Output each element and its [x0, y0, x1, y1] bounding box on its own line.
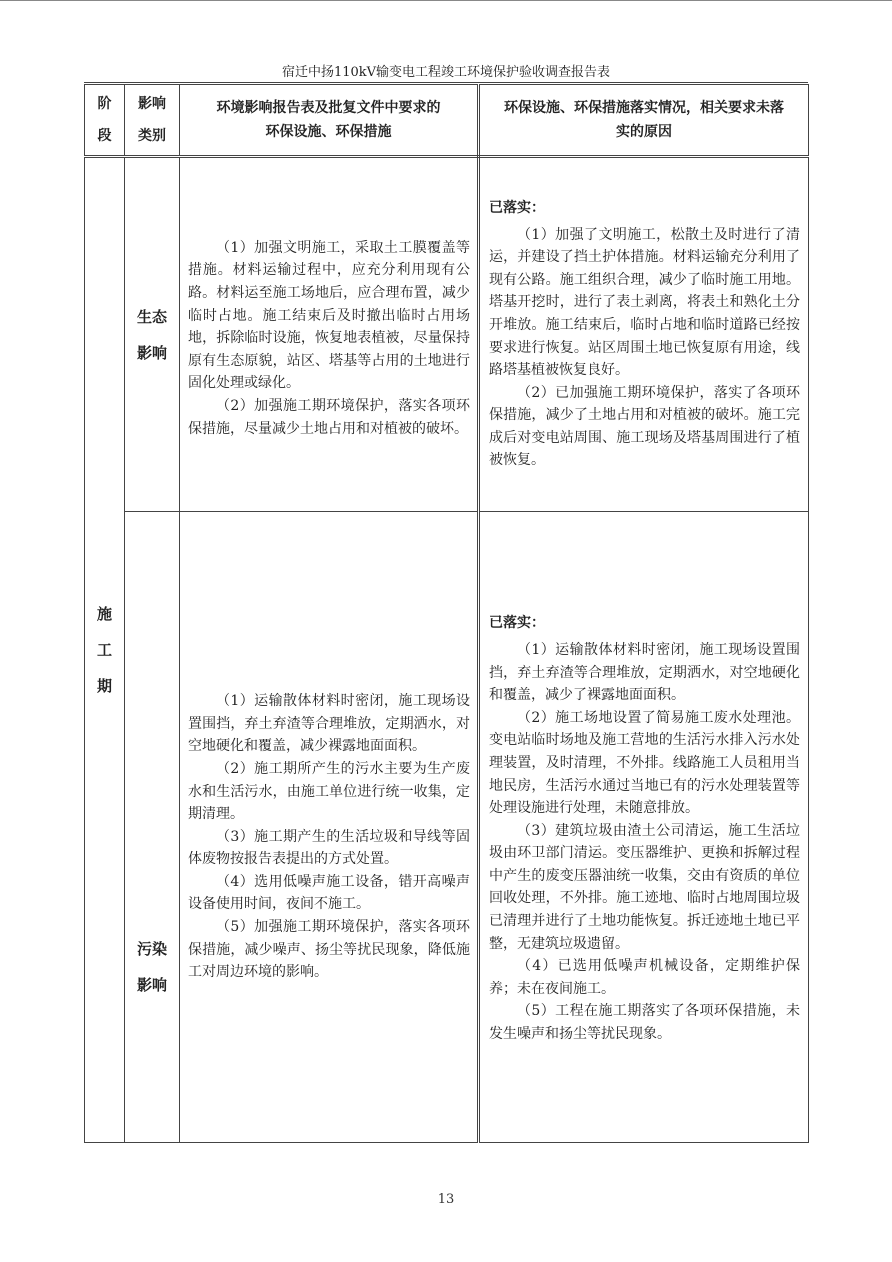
stage-cell: [85, 157, 125, 1143]
header-category: [125, 85, 180, 157]
header-requirements: [180, 85, 479, 157]
requirements-cell-ecological: [180, 157, 479, 512]
header-stage-line2: 段: [97, 128, 112, 144]
table-row-ecological: [85, 157, 809, 512]
category-ecological-line2: 影响: [136, 343, 167, 362]
header-requirements-line1: 环境影响报告表及批复文件中要求的: [216, 100, 441, 116]
header-category-line1: 影响: [138, 96, 166, 112]
requirement-paragraph: （1）运输散体材料时密闭，施工现场设置围挡，弃土弃渣等合理堆放，定期洒水，对空地硬化和覆盖，减少裸露地面面积。: [188, 693, 470, 755]
table-header-row: [85, 85, 809, 157]
category-ecological-line1: 生态: [136, 307, 167, 326]
header-implementation-line2: 实的原因: [616, 124, 672, 140]
requirement-paragraph: （5）加强施工期环境保护，落实各项环保措施，减少噪声、扬尘等扰民现象，降低施工对周边环境的影响。: [188, 919, 470, 981]
implementation-paragraph: （1）运输散体材料时密闭，施工现场设置围挡，弃土弃渣等合理堆放，定期洒水，对空地硬化和覆盖，减少了裸露地面面积。: [489, 641, 800, 704]
category-pollution-line1: 污染: [136, 940, 167, 958]
page-number: 13: [437, 1192, 455, 1207]
requirement-paragraph: （3）施工期产生的生活垃圾和导线等固体废物按报告表提出的方式处置。: [188, 828, 470, 868]
requirement-paragraph: （2）加强施工期环境保护，落实各项环保措施，尽量减少土地占用和对植被的破坏。: [188, 397, 470, 437]
requirement-paragraph: （2）施工期所产生的污水主要为生产废水和生活污水，由施工单位进行统一收集，定期清理。: [188, 760, 470, 823]
category-cell-ecological: [125, 157, 180, 512]
header-stage-line1: 阶: [97, 96, 112, 112]
header-rule: [84, 82, 808, 83]
status-implemented: 已落实：: [489, 615, 545, 632]
implementation-paragraph: （2）已加强施工期环境保护，落实了各项环保措施，减少了土地占用和对植被的破坏。施工完成后对变电站周围、施工现场及塔基周围进行了植被恢复。: [489, 384, 800, 469]
page-header: 宿迁中扬110kV输变电工程竣工环境保护验收调查报告表: [281, 65, 611, 80]
requirement-paragraph: （4）选用低噪声施工设备，错开高噪声设备使用时间，夜间不施工。: [188, 873, 470, 913]
category-pollution-line2: 影响: [136, 976, 167, 994]
stage-char-2: 工: [96, 641, 112, 659]
status-implemented: 已落实：: [489, 199, 545, 216]
implementation-paragraph: （2）施工场地设置了简易施工废水处理池。变电站临时场地及施工营地的生活污水排入污水处理装置，及时清理，不外排。线路施工人员租用当地民房，生活污水通过当地已有的污水处理装置等处理设施进行处理，未随意排放。: [489, 709, 800, 817]
table-row-pollution: [85, 512, 809, 1143]
stage-char-1: 施: [96, 605, 112, 623]
acceptance-table: [84, 84, 809, 1143]
implementation-cell-ecological: [479, 157, 809, 512]
requirement-paragraph: （1）加强文明施工，采取土工膜覆盖等措施。材料运输过程中，应充分利用现有公路。材料运至施工场地后，应合理布置，减少临时占地。施工结束后及时撤出临时占用场地，拆除临时设施，恢复地表植被，尽量保持原有生态原貌，站区、塔基等占用的土地进行固化处理或绿化。: [188, 239, 470, 392]
header-category-line2: 类别: [138, 128, 166, 144]
implementation-paragraph: （4）已选用低噪声机械设备，定期维护保养；未在夜间施工。: [489, 958, 800, 997]
header-requirements-line2: 环保设施、环保措施: [265, 124, 392, 140]
implementation-paragraph: （5）工程在施工期落实了各项环保措施，未发生噪声和扬尘等扰民现象。: [489, 1003, 800, 1043]
implementation-cell-pollution: [479, 512, 809, 1143]
requirements-cell-pollution: [180, 512, 479, 1143]
stage-char-3: 期: [96, 677, 112, 695]
top-border-line: [0, 0, 892, 1]
category-cell-pollution: [125, 512, 180, 1143]
header-implementation: [479, 85, 809, 157]
implementation-paragraph: （1）加强了文明施工，松散土及时进行了清运，并建设了挡土护体措施。材料运输充分利用了现有公路。施工组织合理，减少了临时施工用地。塔基开挖时，进行了表土剥离，将表土和熟化土分开堆放。施工结束后，临时占地和临时道路已经按要求进行恢复。站区周围土地已恢复原有用途，线路塔基植被恢复良好。: [489, 226, 800, 379]
header-implementation-line1: 环保设施、环保措施落实情况，相关要求未落: [504, 100, 784, 116]
header-stage: [85, 85, 125, 157]
implementation-paragraph: （3）建筑垃圾由渣土公司清运，施工生活垃圾由环卫部门清运。变压器维护、更换和拆解过程中产生的废变压器油统一收集，交由有资质的单位回收处理，不外排。施工迹地、临时占地周围垃圾已清理并进行了土地功能恢复。拆迁迹地土地已平整，无建筑垃圾遗留。: [489, 822, 800, 952]
